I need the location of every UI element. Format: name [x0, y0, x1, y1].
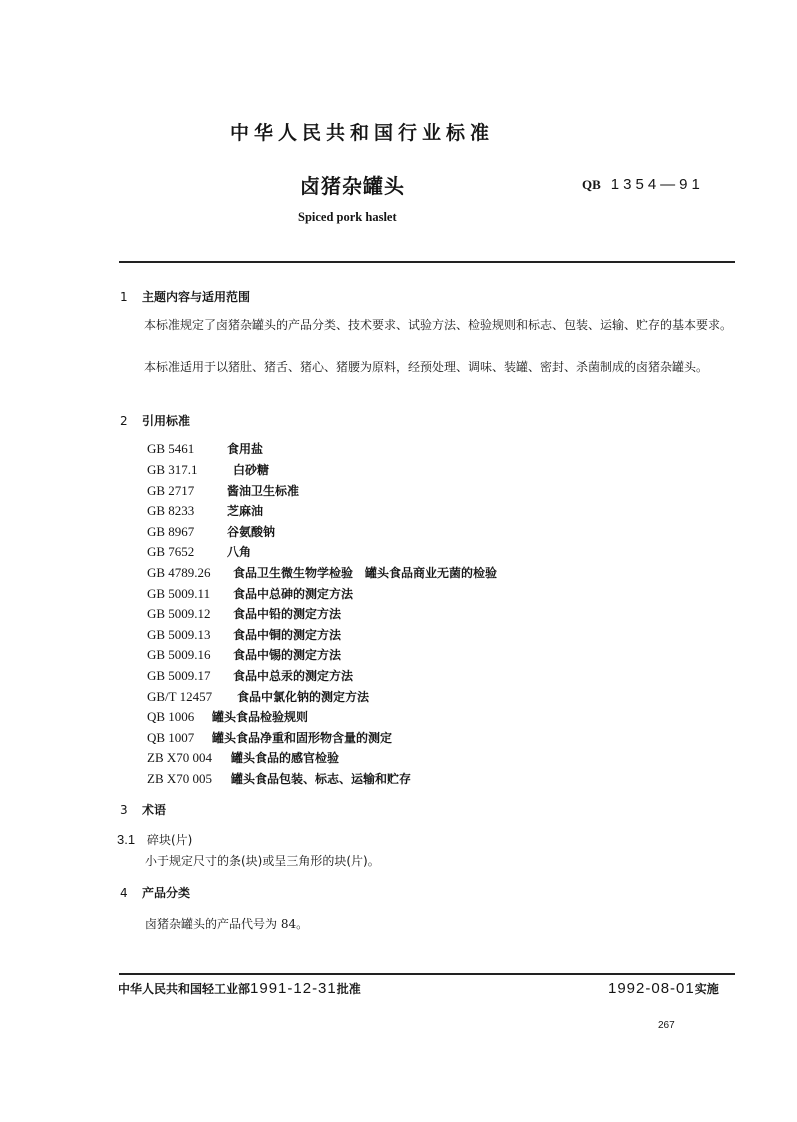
reference-item: QB 1006 罐头食品检验规则 — [147, 709, 309, 724]
section-1-heading — [120, 288, 250, 305]
effective-date: 1992-08-01 — [608, 980, 695, 997]
section-number: 4 — [120, 886, 128, 900]
section-1-paragraph-1: 本标准规定了卤猪杂罐头的产品分类、技术要求、试验方法、检验规则和标志、包装、运输、贮存的基本要求。 — [144, 318, 733, 332]
reference-item: GB 317.1 白砂糖 — [147, 462, 270, 477]
subsection-title: 碎块(片) — [147, 833, 193, 847]
reference-item: GB 8233 芝麻油 — [147, 503, 264, 518]
reference-item: GB 5009.13 食品中铜的测定方法 — [147, 627, 342, 642]
section-4-text: 卤猪杂罐头的产品代号为 84。 — [145, 917, 309, 931]
section-2-heading — [120, 412, 190, 429]
effective-label: 实施 — [694, 982, 719, 996]
reference-item: GB 5009.11 食品中总砷的测定方法 — [147, 586, 354, 601]
section-3-heading — [120, 801, 166, 818]
section-1-paragraph-2: 本标准适用于以猪肚、猪舌、猪心、猪腰为原料，经预处理、调味、装罐、密封、杀菌制成的卤猪杂罐头。 — [144, 360, 709, 374]
reference-item: QB 1007 罐头食品净重和固形物含量的测定 — [147, 730, 393, 745]
effective-line — [608, 980, 719, 997]
reference-item: ZB X70 004 罐头食品的感官检验 — [147, 750, 340, 765]
reference-item: GB/T 12457 食品中氯化钠的测定方法 — [147, 689, 370, 704]
section-title: 产品分类 — [142, 886, 191, 900]
document-title: 卤猪杂罐头 — [300, 174, 405, 198]
section-number: 1 — [120, 290, 128, 304]
code-number: 1354—91 — [610, 176, 704, 193]
subsection-3-1-heading — [117, 831, 192, 848]
reference-item: GB 7652 八角 — [147, 544, 252, 559]
subsection-number: 3.1 — [117, 832, 136, 847]
section-4-heading — [120, 884, 190, 901]
issuer: 中华人民共和国轻工业部 — [118, 982, 251, 996]
header-divider — [119, 261, 735, 263]
standard-type-heading: 中华人民共和国行业标准 — [230, 122, 495, 144]
section-title: 主题内容与适用范围 — [142, 290, 251, 304]
standard-code — [582, 175, 704, 193]
english-title: Spiced pork haslet — [298, 210, 397, 224]
section-title: 术语 — [142, 803, 167, 817]
reference-item: GB 5009.16 食品中锡的测定方法 — [147, 647, 342, 662]
approve-label: 批准 — [336, 982, 361, 996]
reference-item: GB 5009.12 食品中铅的测定方法 — [147, 606, 342, 621]
reference-item: GB 4789.26 食品卫生微生物学检验 罐头食品商业无菌的检验 — [147, 565, 498, 580]
reference-item: ZB X70 005 罐头食品包装、标志、运输和贮存 — [147, 771, 412, 786]
code-prefix: QB — [582, 177, 601, 192]
reference-item: GB 8967 谷氨酸钠 — [147, 524, 276, 539]
footer-divider — [119, 973, 735, 975]
approve-date: 1991-12-31 — [250, 980, 337, 997]
reference-item: GB 5461 食用盐 — [147, 441, 264, 456]
approval-line — [118, 980, 361, 997]
subsection-3-1-text: 小于规定尺寸的条(块)或呈三角形的块(片)。 — [145, 854, 380, 868]
section-title: 引用标准 — [142, 414, 191, 428]
reference-item: GB 2717 酱油卫生标准 — [147, 483, 300, 498]
reference-item: GB 5009.17 食品中总汞的测定方法 — [147, 668, 354, 683]
section-number: 3 — [120, 803, 128, 817]
page-number: 267 — [658, 1020, 675, 1031]
section-number: 2 — [120, 414, 128, 428]
